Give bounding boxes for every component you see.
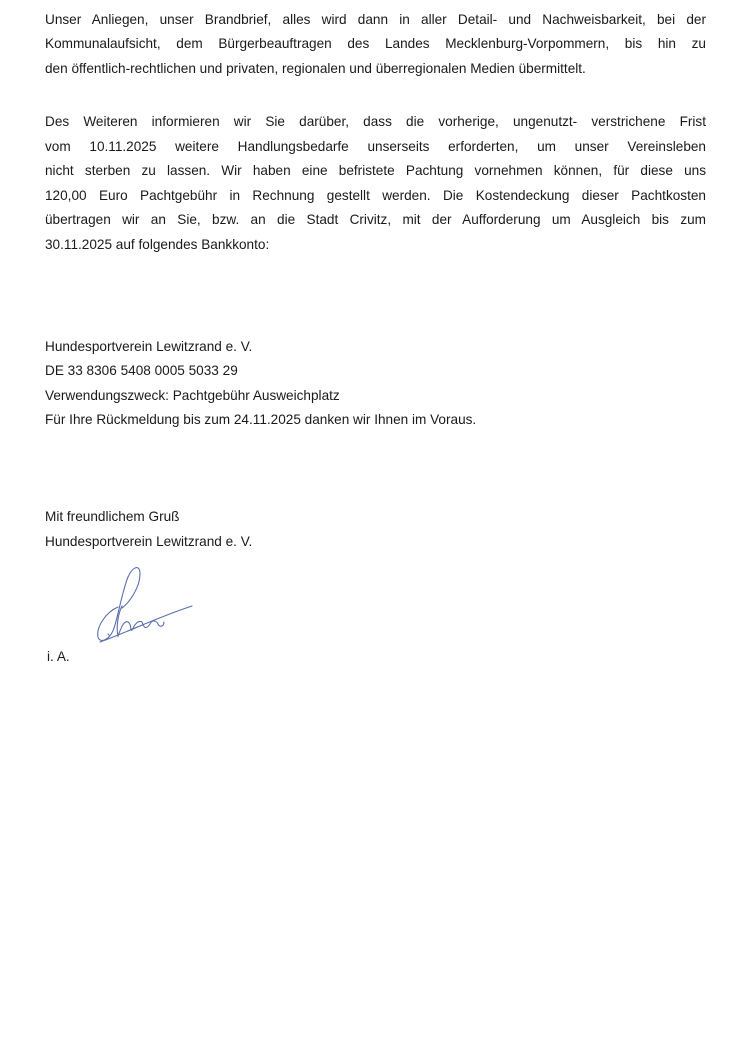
text-line: vom 10.11.2025 weitere Handlungsbedarfe unserseits erforderten, um unser Vereinsleben [45,139,706,154]
text-line: Des Weiteren informieren wir Sie darüber, dass die vorherige, ungenutzt- verstrichene Frist [45,114,706,129]
payment-purpose: Verwendungszweck: Pachtgebühr Ausweichplatz [45,388,340,403]
text-line: übertragen wir an Sie, bzw. an die Stadt Crivitz, mit der Aufforderung um Ausgleich bis zum [45,212,706,227]
signature [88,562,198,647]
account-holder: Hundesportverein Lewitzrand e. V. [45,339,253,354]
ia-label: i. A. [47,649,70,664]
text-line: den öffentlich-rechtlichen und privaten, regionalen und überregionalen Medien übermittelt. [45,61,586,76]
iban: DE 33 8306 5408 0005 5033 29 [45,363,238,378]
text-line: Kommunalaufsicht, dem Bürgerbeauftragen des Landes Mecklenburg-Vorpommern, bis hin zu [45,36,706,51]
text-line: nicht sterben zu lassen. Wir haben eine befristete Pachtung vornehmen können, für diese uns [45,163,706,178]
text-line: 30.11.2025 auf folgendes Bankkonto: [45,237,270,252]
reply-note: Für Ihre Rückmeldung bis zum 24.11.2025 danken wir Ihnen im Voraus. [45,412,477,427]
greeting: Mit freundlichem Gruß [45,509,180,524]
text-line: 120,00 Euro Pachtgebühr in Rechnung gestellt werden. Die Kostendeckung dieser Pachtkosten [45,188,706,203]
text-line: Unser Anliegen, unser Brandbrief, alles wird dann in aller Detail- und Nachweisbarkeit, bei der [45,12,706,27]
organization: Hundesportverein Lewitzrand e. V. [45,534,253,549]
